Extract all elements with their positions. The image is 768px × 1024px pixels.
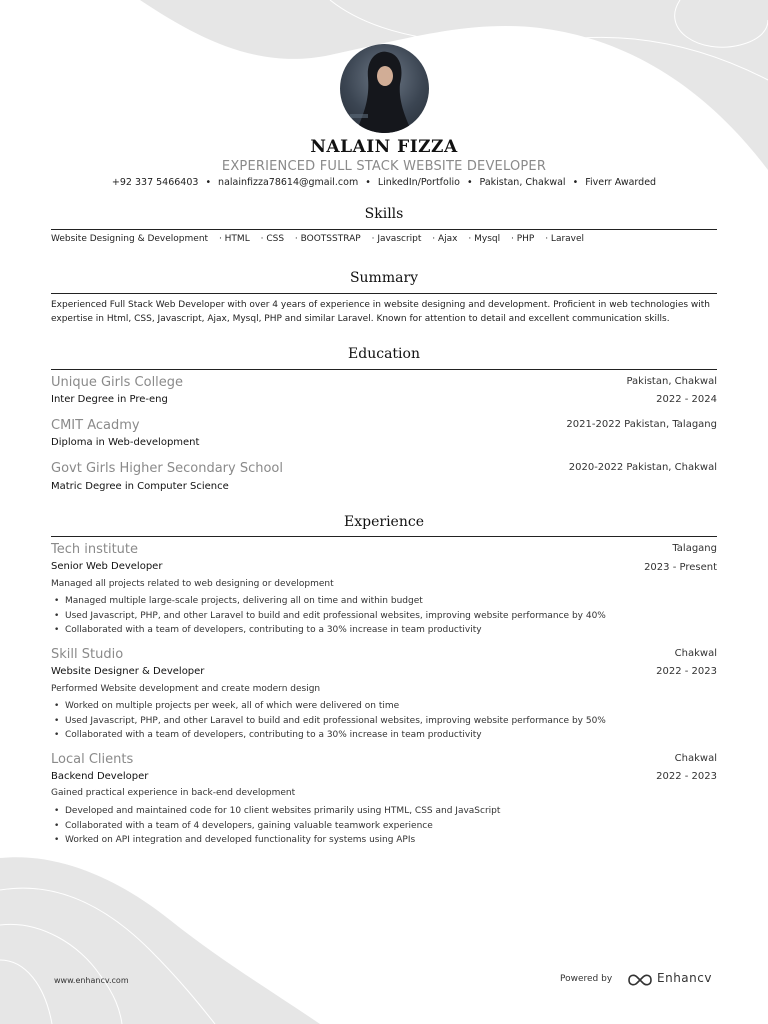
list-item: • Used Javascript, PHP, and other Laravel to build and edit professional websites, improving website performance by 50% bbox=[51, 714, 606, 729]
experience-role: Senior Web Developer bbox=[51, 561, 163, 572]
skill-item: · Mysql bbox=[468, 234, 501, 244]
education-degree: Diploma in Web-development bbox=[51, 437, 200, 448]
section-divider bbox=[51, 293, 717, 294]
skill-item: · Javascript bbox=[371, 234, 422, 244]
skills-heading: Skills bbox=[364, 206, 404, 222]
list-item: • Managed multiple large-scale projects, delivering all on time and within budget bbox=[51, 594, 606, 609]
list-item: • Developed and maintained code for 10 client websites primarily using HTML, CSS and JavaScript bbox=[51, 804, 500, 819]
separator-dot: • bbox=[572, 177, 579, 188]
footer-website-link[interactable]: www.enhancv.com bbox=[54, 976, 129, 985]
experience-location: Chakwal bbox=[674, 648, 717, 659]
skill-item: · BOOTSSTRAP bbox=[294, 234, 361, 244]
education-location: 2021-2022 Pakistan, Talagang bbox=[566, 419, 717, 430]
education-dates: 2022 - 2024 bbox=[656, 394, 717, 405]
experience-role: Backend Developer bbox=[51, 771, 149, 782]
list-item: • Collaborated with a team of developers, contributing to a 30% increase in team productivity bbox=[51, 623, 606, 638]
experience-bullets bbox=[51, 594, 606, 638]
education-degree: Inter Degree in Pre-eng bbox=[51, 394, 168, 405]
skill-item: · PHP bbox=[510, 234, 535, 244]
experience-bullets bbox=[51, 699, 606, 743]
phone-number: +92 337 5466403 bbox=[111, 177, 199, 188]
education-school: Govt Girls Higher Secondary School bbox=[51, 461, 283, 476]
profile-photo-icon bbox=[340, 44, 429, 133]
experience-location: Talagang bbox=[672, 543, 717, 554]
education-heading: Education bbox=[348, 346, 420, 362]
experience-company: Tech institute bbox=[51, 542, 139, 557]
section-divider bbox=[51, 536, 717, 537]
experience-role: Website Designer & Developer bbox=[51, 666, 205, 677]
contact-line bbox=[0, 177, 768, 188]
skill-item: · Ajax bbox=[432, 234, 458, 244]
experience-dates: 2023 - Present bbox=[644, 562, 717, 573]
experience-description: Managed all projects related to web designing or development bbox=[51, 579, 334, 589]
location: Pakistan, Chakwal bbox=[479, 177, 566, 188]
list-item: • Collaborated with a team of 4 developers, gaining valuable teamwork experience bbox=[51, 819, 500, 834]
list-item: • Collaborated with a team of developers, contributing to a 30% increase in team productivity bbox=[51, 728, 606, 743]
enhancv-brand[interactable]: Enhancv bbox=[657, 971, 712, 985]
experience-bullets bbox=[51, 804, 500, 848]
separator-dot: • bbox=[365, 177, 371, 188]
skills-list bbox=[51, 234, 717, 244]
summary-heading: Summary bbox=[349, 270, 419, 286]
education-location: Pakistan, Chakwal bbox=[626, 376, 717, 387]
portfolio-link[interactable]: LinkedIn/Portfolio bbox=[377, 177, 460, 188]
experience-heading: Experience bbox=[344, 514, 424, 530]
separator-dot: • bbox=[205, 177, 212, 188]
list-item: • Worked on API integration and developed functionality for systems using APIs bbox=[51, 833, 500, 848]
education-school: Unique Girls College bbox=[51, 375, 184, 390]
summary-text: Experienced Full Stack Web Developer with over 4 years of experience in website designing and development. Proficient in web technologies with expertise in Html, CSS, Javascript, Ajax, Mysql, PHP and similar Laravel. Known for attention to detail and excellent communication skills. bbox=[51, 300, 711, 324]
email-address[interactable]: nalainfizza78614@gmail.com bbox=[218, 177, 359, 188]
separator-dot: • bbox=[466, 177, 473, 188]
skill-item: · HTML bbox=[218, 234, 250, 244]
avatar bbox=[340, 44, 429, 133]
education-degree: Matric Degree in Computer Science bbox=[51, 481, 229, 492]
education-location: 2020-2022 Pakistan, Chakwal bbox=[568, 462, 717, 473]
powered-by-label: Powered by bbox=[560, 974, 613, 984]
education-school: CMIT Acadmy bbox=[51, 418, 140, 433]
award: Fiverr Awarded bbox=[585, 177, 657, 188]
experience-dates: 2022 - 2023 bbox=[656, 666, 717, 677]
enhancv-logo-icon bbox=[626, 971, 654, 989]
experience-description: Gained practical experience in back-end development bbox=[51, 788, 296, 798]
section-divider bbox=[51, 369, 717, 370]
list-item: • Used Javascript, PHP, and other Laravel to build and edit professional websites, improving website performance by 40% bbox=[51, 609, 606, 624]
experience-company: Local Clients bbox=[51, 752, 134, 767]
experience-company: Skill Studio bbox=[51, 647, 124, 662]
headline: EXPERIENCED FULL STACK WEBSITE DEVELOPER bbox=[221, 159, 547, 174]
experience-dates: 2022 - 2023 bbox=[656, 771, 717, 782]
experience-description: Performed Website development and create modern design bbox=[51, 684, 321, 694]
list-item: • Worked on multiple projects per week, all of which were delivered on time bbox=[51, 699, 606, 714]
section-divider bbox=[51, 229, 717, 230]
candidate-name: NALAIN FIZZA bbox=[310, 137, 458, 157]
skill-item: · CSS bbox=[260, 234, 285, 244]
skill-item: Website Designing & Development bbox=[51, 234, 209, 244]
experience-location: Chakwal bbox=[674, 753, 717, 764]
skill-item: · Laravel bbox=[545, 234, 585, 244]
